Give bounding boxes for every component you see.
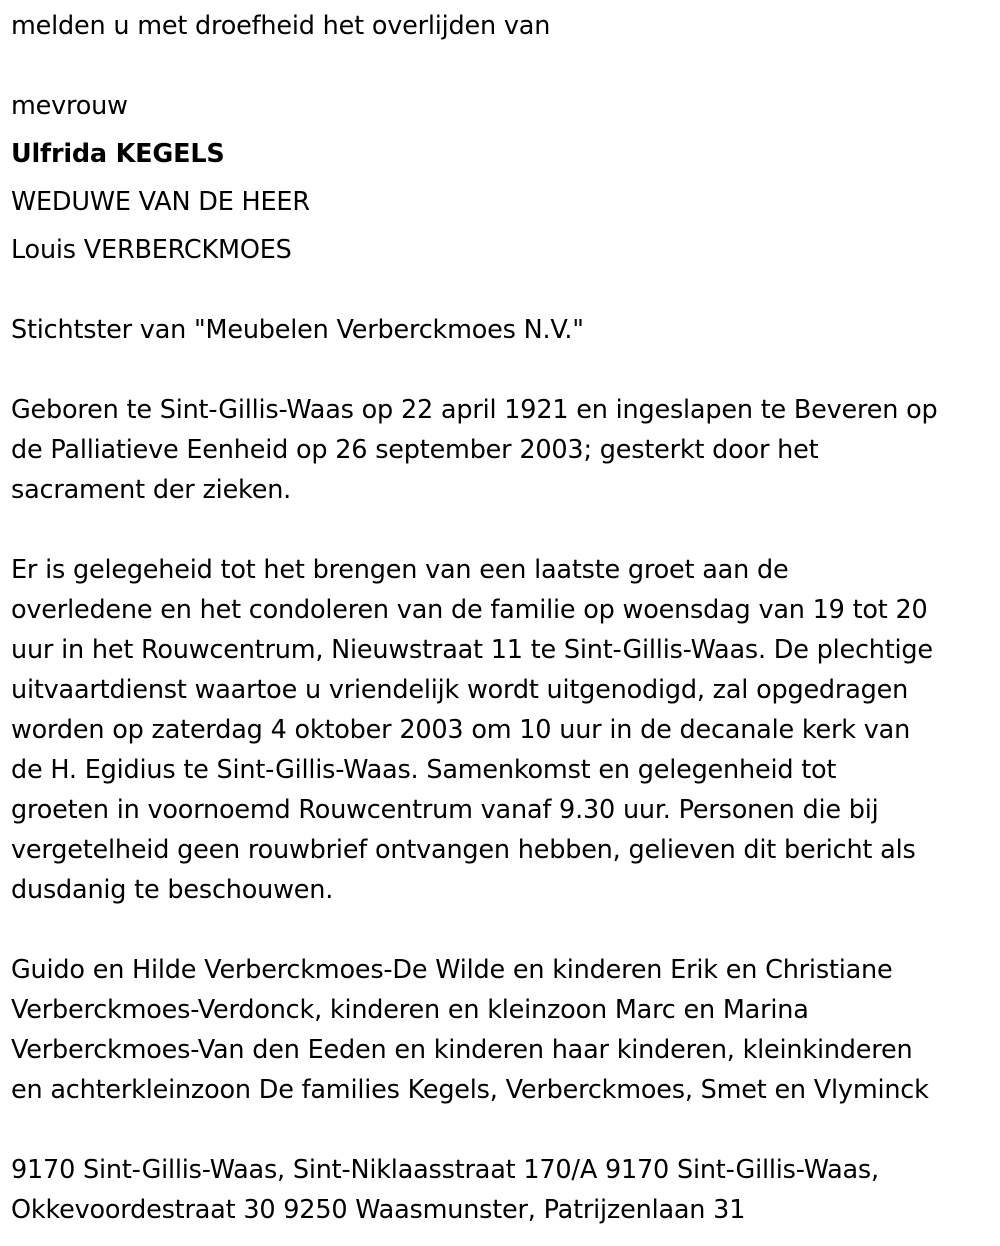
service-line: uitvaartdienst waartoe u vriendelijk wordt uitgenodigd, zal opgedragen — [11, 675, 909, 705]
service-line: dusdanig te beschouwen. — [11, 875, 334, 905]
relation-text: WEDUWE VAN DE HEER — [11, 187, 310, 217]
address-paragraph — [11, 1150, 996, 1230]
address-line: Okkevoordestraat 30 9250 Waasmunster, Patrijzenlaan 31 — [11, 1195, 746, 1225]
birth-line: Geboren te Sint-Gillis-Waas op 22 april 1921 en ingeslapen te Beveren op — [11, 395, 938, 425]
service-line: worden op zaterdag 4 oktober 2003 om 10 uur in de decanale kerk van — [11, 715, 911, 745]
service-line: groeten in voornoemd Rouwcentrum vanaf 9.30 uur. Personen die bij — [11, 795, 879, 825]
intro-text: melden u met droefheid het overlijden van — [11, 11, 551, 41]
address-line: 9170 Sint-Gillis-Waas, Sint-Niklaasstraat 170/A 9170 Sint-Gillis-Waas, — [11, 1155, 879, 1185]
service-line: de H. Egidius te Sint-Gillis-Waas. Samenkomst en gelegenheid tot — [11, 755, 837, 785]
deceased-name: Ulfrida KEGELS — [11, 139, 225, 169]
birth-paragraph — [11, 390, 996, 510]
title-text: mevrouw — [11, 91, 128, 121]
family-line: Verberckmoes-Van den Eeden en kinderen haar kinderen, kleinkinderen — [11, 1035, 913, 1065]
service-line: vergetelheid geen rouwbrief ontvangen hebben, gelieven dit bericht als — [11, 835, 916, 865]
service-line: Er is gelegeheid tot het brengen van een laatste groet aan de — [11, 555, 789, 585]
family-line: Guido en Hilde Verberckmoes-De Wilde en kinderen Erik en Christiane — [11, 955, 893, 985]
service-line: overledene en het condoleren van de familie op woensdag van 19 tot 20 — [11, 595, 928, 625]
service-line: uur in het Rouwcentrum, Nieuwstraat 11 te Sint-Gillis-Waas. De plechtige — [11, 635, 933, 665]
birth-line: sacrament der zieken. — [11, 475, 292, 505]
family-line: Verberckmoes-Verdonck, kinderen en kleinzoon Marc en Marina — [11, 995, 809, 1025]
founder-text: Stichtster van "Meubelen Verberckmoes N.V." — [11, 315, 584, 345]
family-paragraph — [11, 950, 996, 1110]
service-paragraph — [11, 550, 996, 910]
birth-line: de Palliatieve Eenheid op 26 september 2003; gesterkt door het — [11, 435, 819, 465]
spouse-name: Louis VERBERCKMOES — [11, 235, 292, 265]
family-line: en achterkleinzoon De families Kegels, Verberckmoes, Smet en Vlyminck — [11, 1075, 929, 1105]
